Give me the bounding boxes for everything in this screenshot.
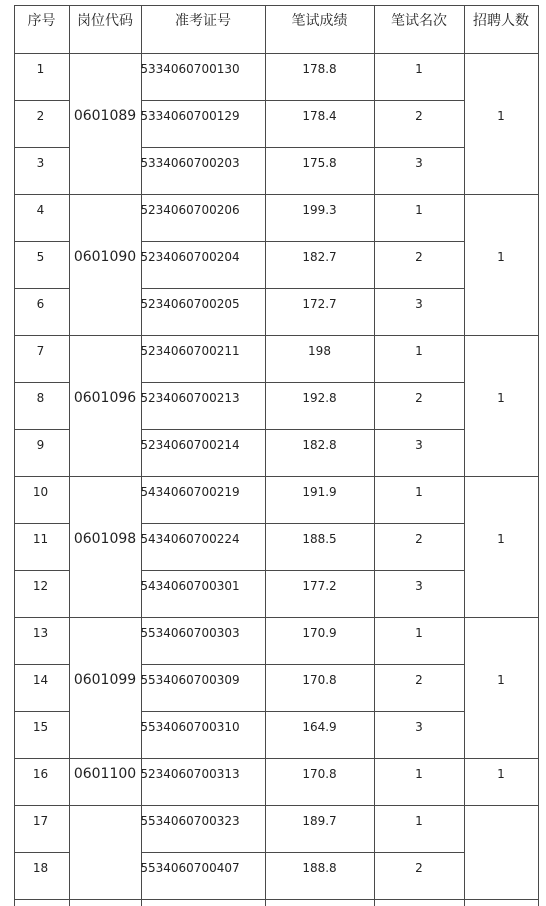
row-border bbox=[141, 147, 464, 148]
header-seq: 序号 bbox=[27, 13, 56, 29]
row-rank: 3 bbox=[415, 297, 423, 311]
row-ticket: 5234060700204 bbox=[140, 250, 240, 264]
row-seq: 9 bbox=[36, 438, 45, 452]
row-border bbox=[14, 523, 69, 524]
row-ticket: 5434060700224 bbox=[140, 532, 240, 546]
row-seq: 17 bbox=[32, 814, 49, 828]
row-rank: 1 bbox=[415, 485, 423, 499]
row-score: 199.3 bbox=[302, 203, 337, 217]
row-seq: 2 bbox=[36, 109, 45, 123]
row-border bbox=[141, 429, 464, 430]
row-score: 178.4 bbox=[302, 109, 337, 123]
group-hire: 1 bbox=[497, 250, 505, 264]
row-border bbox=[14, 241, 69, 242]
row-score: 178.8 bbox=[302, 62, 337, 76]
row-rank: 2 bbox=[415, 109, 423, 123]
row-border bbox=[141, 570, 464, 571]
header-ticket: 准考证号 bbox=[175, 13, 231, 29]
row-score: 172.7 bbox=[302, 297, 337, 311]
row-rank: 1 bbox=[415, 626, 423, 640]
row-ticket: 5234060700214 bbox=[140, 438, 240, 452]
row-seq: 18 bbox=[32, 861, 49, 875]
row-score: 192.8 bbox=[302, 391, 337, 405]
row-border bbox=[141, 523, 464, 524]
row-ticket: 5434060700301 bbox=[140, 579, 240, 593]
row-rank: 2 bbox=[415, 532, 423, 546]
row-ticket: 5234060700211 bbox=[140, 344, 240, 358]
group-hire: 1 bbox=[497, 767, 505, 781]
row-rank: 1 bbox=[415, 344, 423, 358]
row-border bbox=[141, 664, 464, 665]
row-seq: 15 bbox=[32, 720, 49, 734]
row-ticket: 5234060700205 bbox=[140, 297, 240, 311]
row-score: 182.8 bbox=[302, 438, 337, 452]
row-border bbox=[14, 147, 69, 148]
header-score: 笔试成绩 bbox=[291, 13, 348, 29]
row-seq: 12 bbox=[32, 579, 49, 593]
row-score: 170.8 bbox=[302, 767, 337, 781]
row-score: 175.8 bbox=[302, 156, 337, 170]
row-score: 189.7 bbox=[302, 814, 337, 828]
group-hire: 1 bbox=[497, 109, 505, 123]
row-ticket: 5334060700130 bbox=[140, 62, 240, 76]
row-seq: 4 bbox=[36, 203, 45, 217]
row-border bbox=[14, 429, 69, 430]
row-rank: 2 bbox=[415, 861, 423, 875]
row-rank: 1 bbox=[415, 767, 423, 781]
row-score: 188.5 bbox=[302, 532, 337, 546]
header-rank: 笔试名次 bbox=[391, 13, 447, 29]
row-border bbox=[14, 570, 69, 571]
row-rank: 1 bbox=[415, 62, 423, 76]
row-ticket: 5234060700313 bbox=[140, 767, 240, 781]
row-rank: 3 bbox=[415, 156, 423, 170]
row-seq: 6 bbox=[36, 297, 45, 311]
row-rank: 3 bbox=[415, 438, 423, 452]
group-code: 0601100 bbox=[73, 766, 137, 782]
row-rank: 2 bbox=[415, 391, 423, 405]
group-hire: 1 bbox=[497, 391, 505, 405]
row-seq: 3 bbox=[36, 156, 45, 170]
row-border bbox=[14, 852, 69, 853]
row-score: 170.8 bbox=[302, 673, 337, 687]
row-seq: 16 bbox=[32, 767, 49, 781]
row-rank: 3 bbox=[415, 720, 423, 734]
row-seq: 8 bbox=[36, 391, 45, 405]
group-code: 0601089 bbox=[73, 108, 137, 124]
row-seq: 14 bbox=[32, 673, 49, 687]
header-hire: 招聘人数 bbox=[473, 13, 529, 29]
group-code: 0601090 bbox=[73, 249, 137, 265]
group-hire: 1 bbox=[497, 673, 505, 687]
row-score: 191.9 bbox=[302, 485, 337, 499]
row-seq: 10 bbox=[32, 485, 49, 499]
header-bottom-border bbox=[14, 53, 539, 54]
row-score: 188.8 bbox=[302, 861, 337, 875]
row-border bbox=[141, 100, 464, 101]
row-seq: 13 bbox=[32, 626, 49, 640]
row-border bbox=[141, 382, 464, 383]
group-border bbox=[14, 617, 539, 618]
row-border bbox=[141, 852, 464, 853]
row-rank: 2 bbox=[415, 673, 423, 687]
row-ticket: 5534060700407 bbox=[140, 861, 240, 875]
header-code: 岗位代码 bbox=[77, 13, 133, 29]
group-border bbox=[14, 194, 539, 195]
group-border bbox=[14, 476, 539, 477]
group-code: 0601098 bbox=[73, 531, 137, 547]
group-border bbox=[14, 758, 539, 759]
row-border bbox=[141, 288, 464, 289]
group-code: 0601099 bbox=[73, 672, 137, 688]
row-ticket: 5234060700213 bbox=[140, 391, 240, 405]
group-border bbox=[14, 899, 539, 900]
group-code: 0601096 bbox=[73, 390, 137, 406]
group-hire: 1 bbox=[497, 532, 505, 546]
row-ticket: 5534060700309 bbox=[140, 673, 240, 687]
row-ticket: 5534060700323 bbox=[140, 814, 240, 828]
row-border bbox=[14, 288, 69, 289]
row-border bbox=[14, 100, 69, 101]
row-border bbox=[141, 241, 464, 242]
row-seq: 11 bbox=[32, 532, 49, 546]
row-ticket: 5234060700206 bbox=[140, 203, 240, 217]
row-score: 164.9 bbox=[302, 720, 337, 734]
row-score: 177.2 bbox=[302, 579, 337, 593]
header-top-border bbox=[14, 5, 539, 6]
row-rank: 1 bbox=[415, 203, 423, 217]
row-rank: 2 bbox=[415, 250, 423, 264]
row-border bbox=[14, 664, 69, 665]
row-ticket: 5534060700310 bbox=[140, 720, 240, 734]
row-score: 170.9 bbox=[302, 626, 337, 640]
group-border bbox=[14, 805, 539, 806]
row-ticket: 5334060700203 bbox=[140, 156, 240, 170]
row-seq: 1 bbox=[36, 62, 45, 76]
group-border bbox=[14, 335, 539, 336]
row-rank: 3 bbox=[415, 579, 423, 593]
row-border bbox=[14, 382, 69, 383]
row-ticket: 5534060700303 bbox=[140, 626, 240, 640]
row-score: 182.7 bbox=[302, 250, 337, 264]
row-seq: 5 bbox=[36, 250, 45, 264]
row-ticket: 5334060700129 bbox=[140, 109, 240, 123]
row-seq: 7 bbox=[36, 344, 45, 358]
row-border bbox=[141, 711, 464, 712]
row-ticket: 5434060700219 bbox=[140, 485, 240, 499]
row-border bbox=[14, 711, 69, 712]
row-rank: 1 bbox=[415, 814, 423, 828]
row-score: 198 bbox=[308, 344, 331, 358]
column-border bbox=[538, 5, 539, 906]
